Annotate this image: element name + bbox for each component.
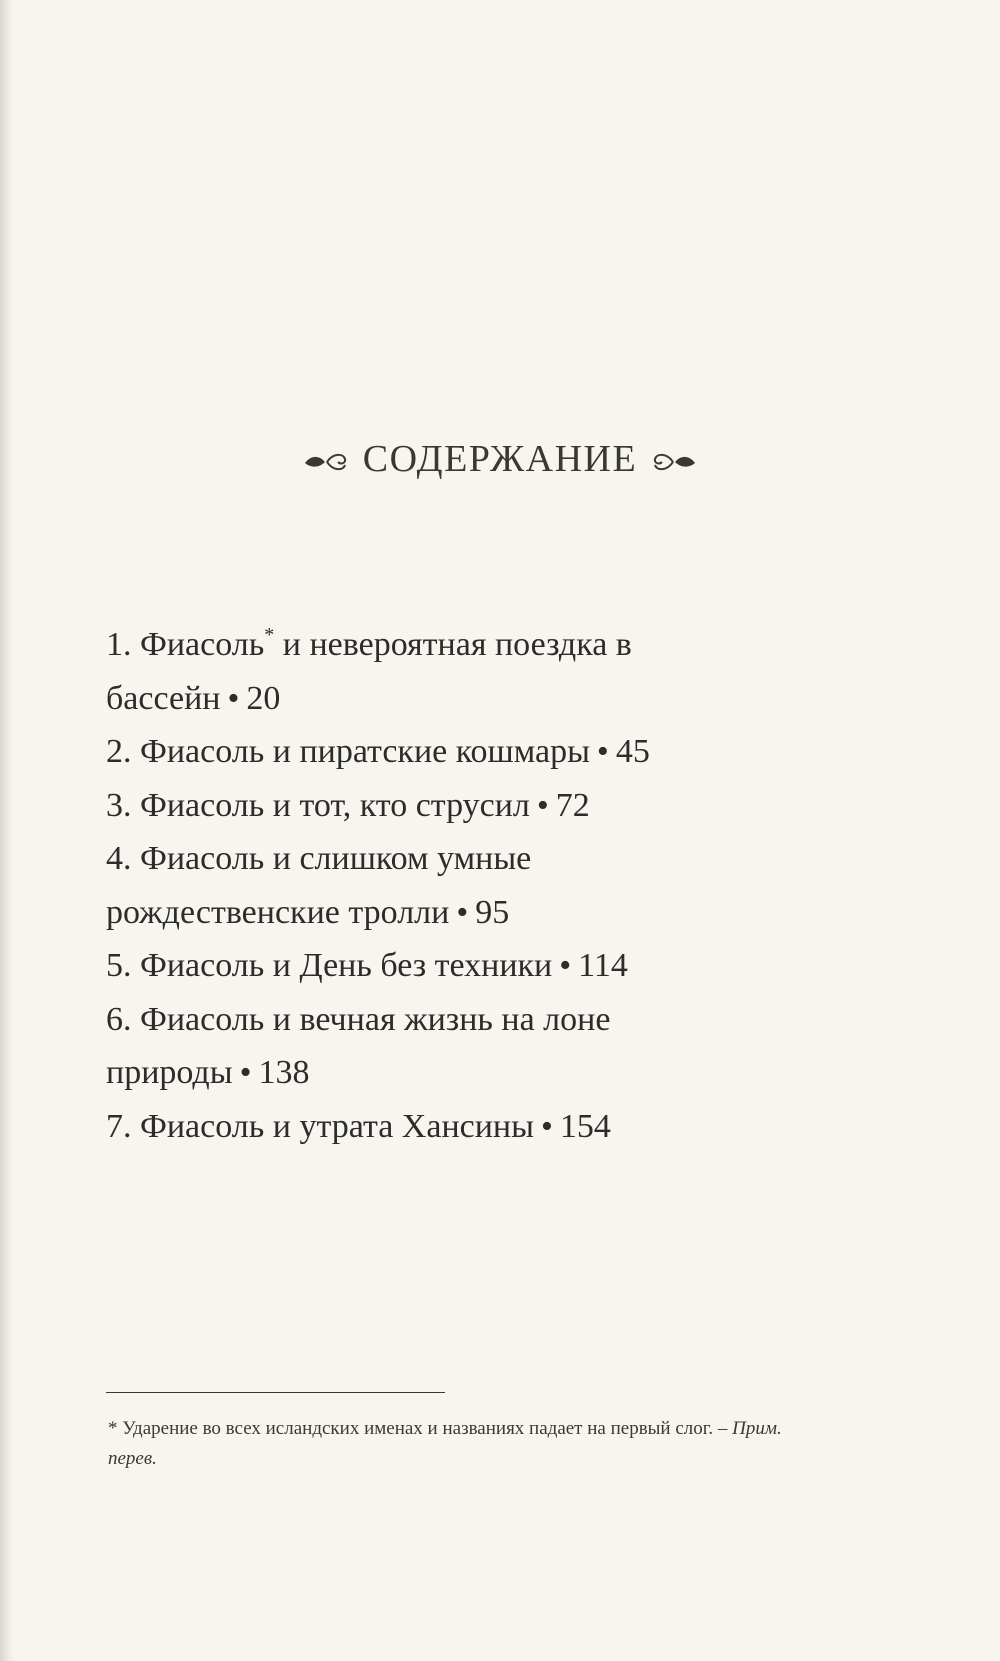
fleuron-right-icon	[651, 449, 697, 475]
toc-item-7[interactable]	[106, 1100, 746, 1154]
toc-item-6[interactable]	[106, 993, 746, 1100]
toc-item-page: 20	[246, 679, 281, 717]
page-edge-shadow	[0, 0, 14, 1661]
toc-heading	[0, 430, 1000, 488]
toc-item-page: 154	[559, 1107, 611, 1145]
toc-item-page: 95	[475, 893, 510, 931]
toc-item-title: 3. Фиасоль и тот, кто струсил	[106, 786, 530, 824]
toc-item-5[interactable]	[106, 939, 746, 993]
toc-item-title: 6. Фиасоль и вечная жизнь на лоне природы	[106, 1000, 611, 1091]
toc-separator: •	[596, 733, 609, 770]
toc-item-title: 5. Фиасоль и День без техники	[106, 947, 553, 984]
toc-item-4[interactable]	[106, 832, 746, 939]
toc-separator: •	[456, 893, 469, 931]
toc-item-title: 2. Фиасоль и пиратские кошмары	[106, 733, 590, 770]
toc-item-page: 138	[258, 1054, 310, 1091]
footnote-reference: *	[264, 624, 275, 646]
toc-item-title: 1. Фиасоль	[106, 626, 265, 663]
toc-item-title: 4. Фиасоль и слишком умные рождественские тролли	[106, 840, 532, 931]
toc-separator: •	[227, 679, 240, 717]
toc-separator: •	[559, 947, 572, 984]
footnote	[108, 1414, 808, 1474]
toc-separator: •	[536, 786, 549, 824]
footnote-divider	[106, 1392, 445, 1393]
toc-item-title: 7. Фиасоль и утрата Хансины	[106, 1107, 534, 1145]
footnote-marker: *	[108, 1418, 118, 1439]
toc-item-3[interactable]	[106, 779, 746, 833]
toc-item-title-continued: и невероятная поездка в бассейн	[106, 626, 632, 717]
toc-separator: •	[540, 1107, 553, 1145]
footnote-source: Прим. перев.	[108, 1418, 782, 1469]
toc-item-1[interactable]	[106, 618, 746, 725]
toc-item-page: 45	[615, 733, 650, 770]
table-of-contents	[106, 618, 806, 1153]
page-title: СОДЕРЖАНИЕ	[362, 438, 638, 480]
footnote-text: Ударение во всех исландских именах и названиях падает на первый слог. –	[117, 1418, 733, 1439]
toc-item-page: 72	[555, 786, 590, 824]
fleuron-left-icon	[303, 449, 349, 475]
toc-item-page: 114	[578, 947, 628, 984]
toc-item-2[interactable]	[106, 725, 746, 779]
toc-separator: •	[239, 1054, 252, 1091]
